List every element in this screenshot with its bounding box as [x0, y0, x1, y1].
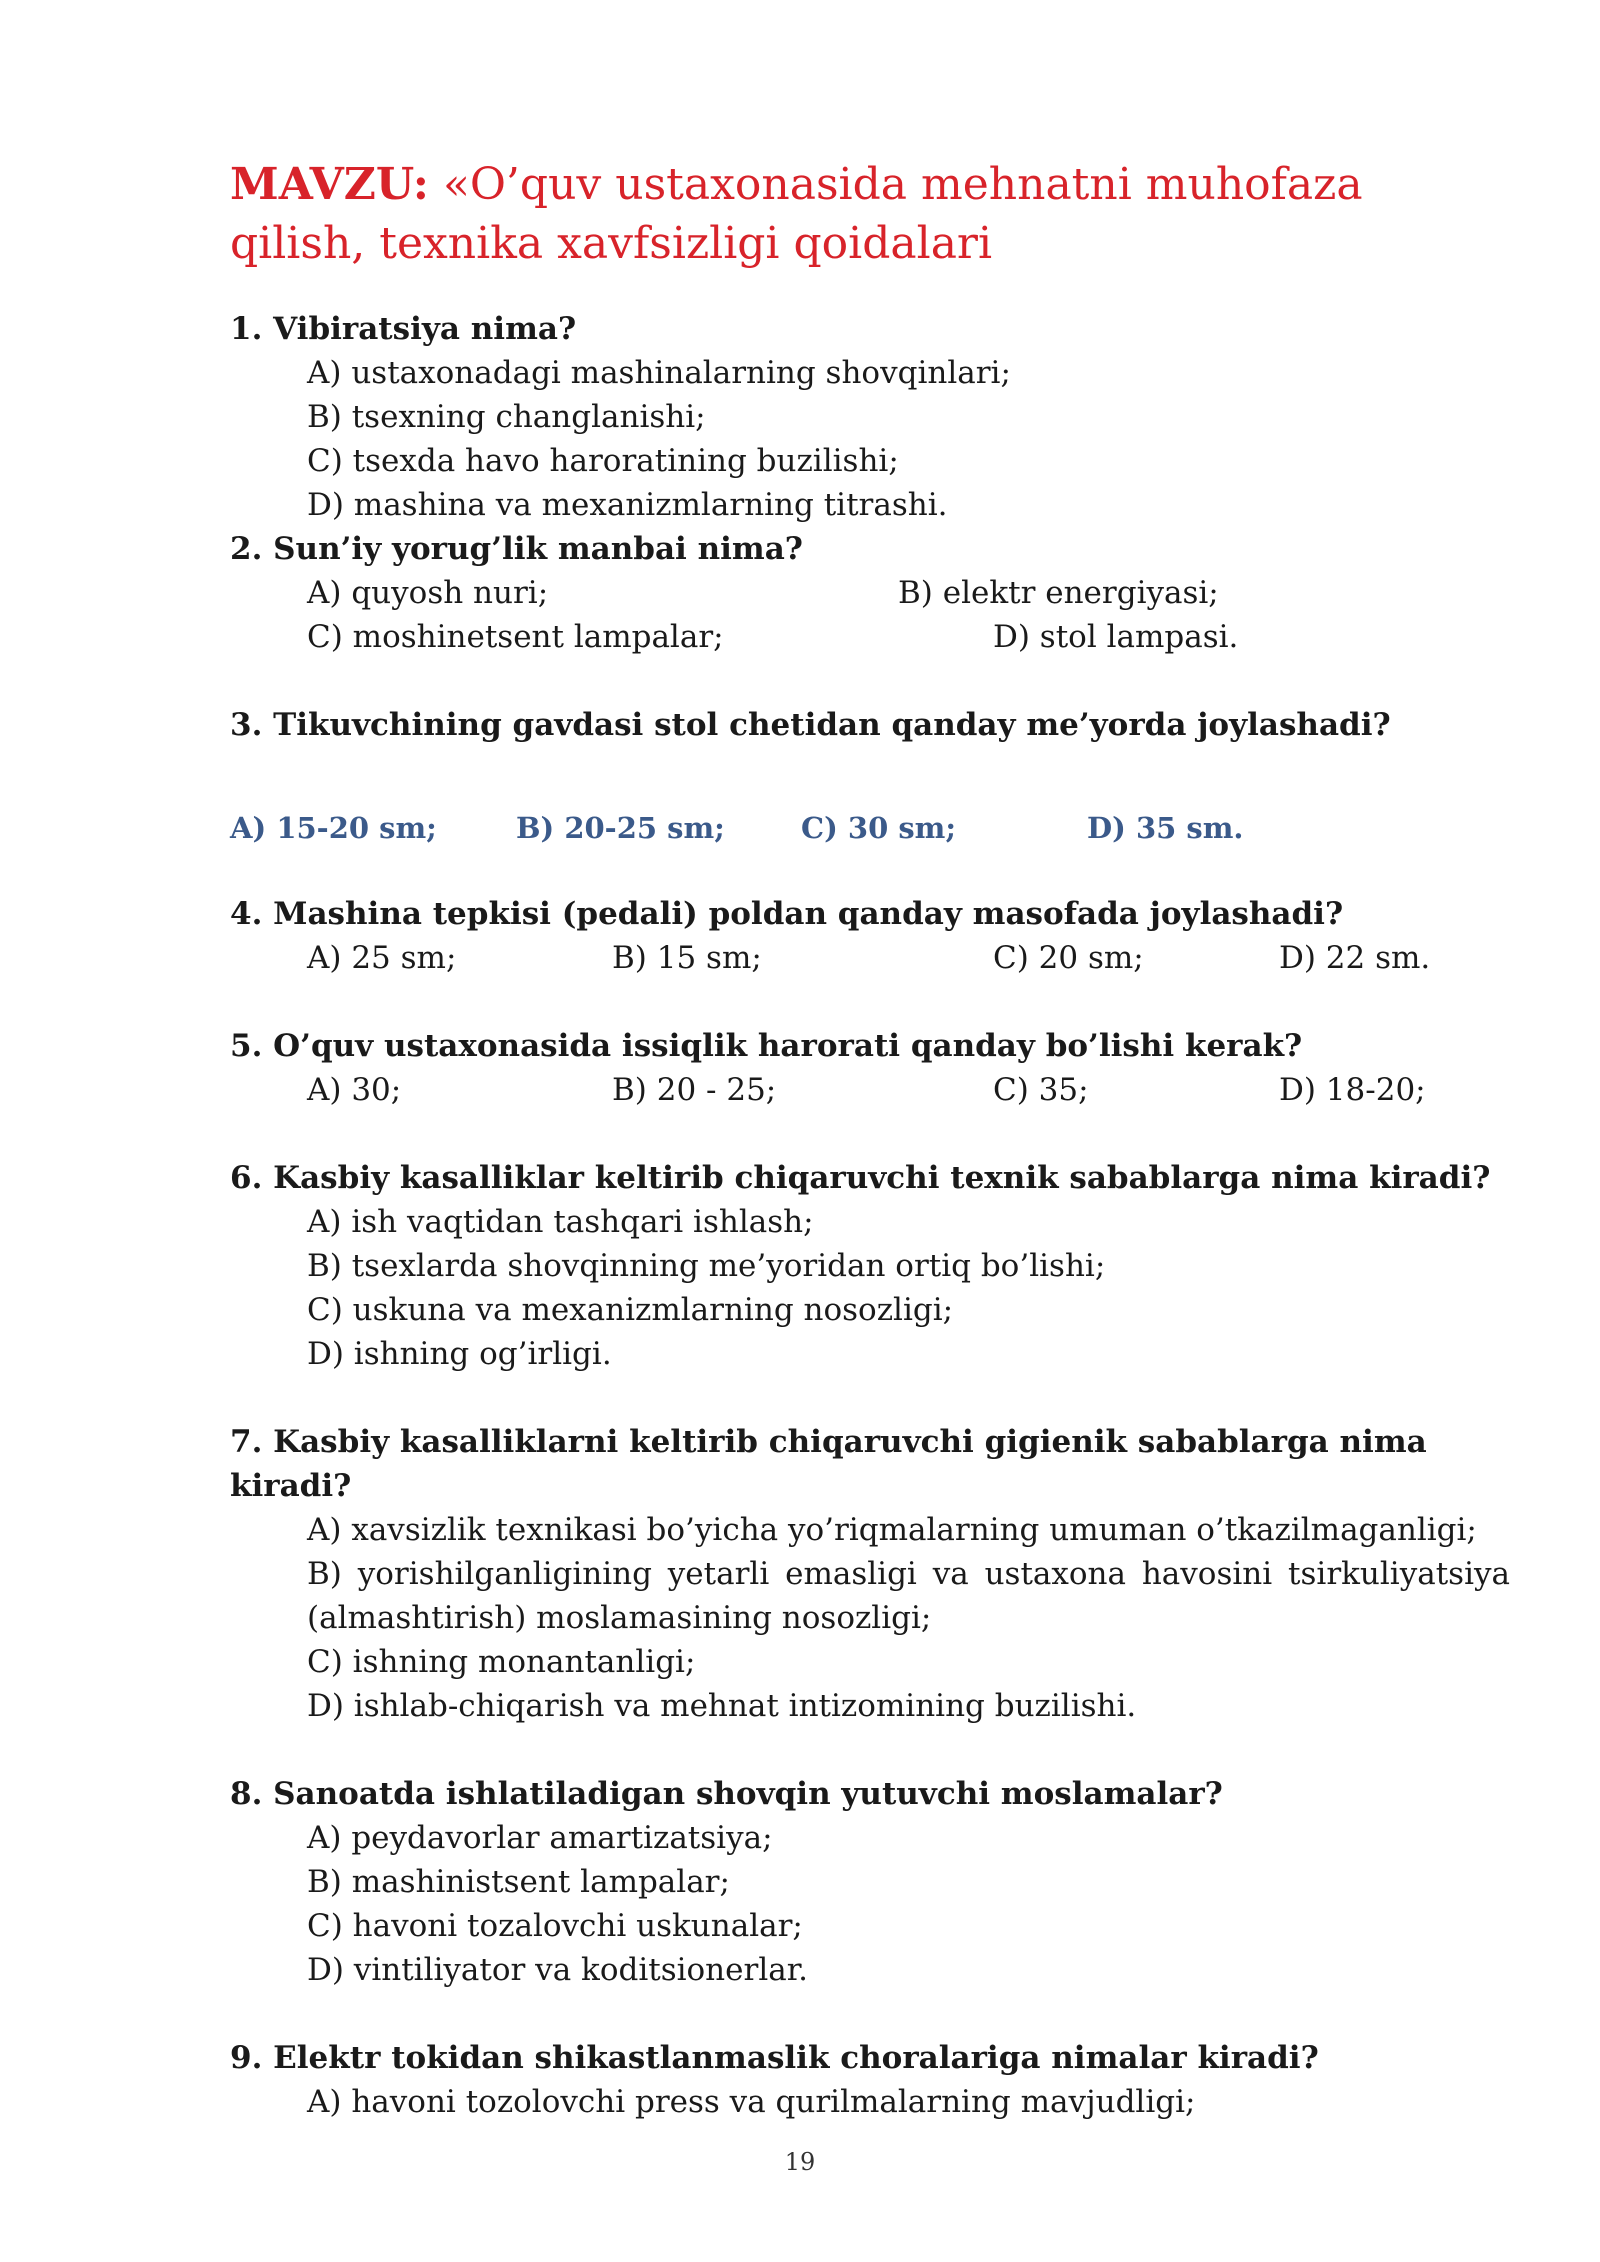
option-a: A) quyosh nuri; — [307, 575, 549, 611]
option-b: B) mashinistsent lampalar; — [307, 1864, 730, 1900]
option-d: D) ishning og’irligi. — [307, 1336, 612, 1372]
option-b: B) 20-25 sm; — [516, 811, 725, 845]
option-a: A) xavsizlik texnikasi bo’yicha yo’riqmalarning umuman o’tkazilmaganligi; — [307, 1512, 1477, 1548]
question-text: 7. Kasbiy kasalliklarni keltirib chiqaruvchi gigienik sabablarga nima kiradi? — [230, 1424, 1427, 1504]
question-2 — [230, 527, 1510, 659]
option-d: D) mashina va mexanizmlarning titrashi. — [307, 487, 948, 523]
title-lead: MAVZU: — [230, 159, 429, 210]
option-a: A) 30; — [307, 1072, 402, 1108]
question-8 — [230, 1772, 1510, 1992]
option-c: C) uskuna va mexanizmlarning nosozligi; — [307, 1292, 954, 1328]
option-a: A) 25 sm; — [307, 940, 457, 976]
title-rest: «O’quv ustaxonasida mehnatni muhofaza qilish, texnika xavfsizligi qoidalari — [230, 159, 1363, 269]
option-c: C) tsexda havo haroratining buzilishi; — [307, 443, 899, 479]
question-text: 1. Vibiratsiya nima? — [230, 311, 577, 347]
option-a: A) havoni tozolovchi press va qurilmalarning mavjudligi; — [307, 2084, 1196, 2120]
option-b: B) 15 sm; — [612, 940, 762, 976]
option-d: D) 35 sm. — [1087, 811, 1244, 845]
question-5 — [230, 1024, 1510, 1112]
option-d: D) 18-20; — [1279, 1072, 1426, 1108]
option-c: C) 20 sm; — [993, 940, 1144, 976]
option-d: D) stol lampasi. — [993, 619, 1239, 655]
question-text: 2. Sun’iy yorug’lik manbai nima? — [230, 531, 803, 567]
question-text: 8. Sanoatda ishlatiladigan shovqin yutuvchi moslamalar? — [230, 1776, 1223, 1812]
question-1 — [230, 307, 1510, 527]
option-b: B) 20 - 25; — [612, 1072, 777, 1108]
option-d: D) 22 sm. — [1279, 940, 1431, 976]
question-7 — [230, 1420, 1510, 1728]
option-b: B) elektr energiyasi; — [898, 575, 1219, 611]
options-row — [230, 1068, 1510, 1112]
document-page — [230, 155, 1510, 2124]
option-a: A) 15-20 sm; — [230, 811, 437, 845]
option-b: B) tsexning changlanishi; — [307, 399, 706, 435]
option-b: B) tsexlarda shovqinning me’yoridan ortiq bo’lishi; — [307, 1248, 1106, 1284]
option-a: A) ish vaqtidan tashqari ishlash; — [307, 1204, 814, 1240]
option-b: B) yorishilganligining yetarli emasligi va ustaxona havosini tsirkuliyatsiya (almashtirish) moslamasining nosozligi; — [307, 1556, 1510, 1636]
option-c: C) 30 sm; — [801, 811, 957, 845]
options-row — [230, 806, 1510, 850]
question-4 — [230, 892, 1510, 980]
page-number: 19 — [784, 2148, 816, 2176]
option-c: C) havoni tozalovchi uskunalar; — [307, 1908, 803, 1944]
option-a: A) peydavorlar amartizatsiya; — [307, 1820, 773, 1856]
option-c: C) ishning monantanligi; — [307, 1644, 696, 1680]
options-row — [230, 936, 1510, 980]
option-c: C) moshinetsent lampalar; — [307, 619, 724, 655]
option-d: D) vintiliyator va koditsionerlar. — [307, 1952, 808, 1988]
option-c: C) 35; — [993, 1072, 1089, 1108]
question-3 — [230, 703, 1510, 850]
options-row — [230, 615, 1510, 659]
page-title — [230, 155, 1490, 273]
question-text: 5. O’quv ustaxonasida issiqlik harorati qanday bo’lishi kerak? — [230, 1028, 1303, 1064]
question-text: 9. Elektr tokidan shikastlanmaslik choralariga nimalar kiradi? — [230, 2040, 1319, 2076]
question-text: 6. Kasbiy kasalliklar keltirib chiqaruvchi texnik sabablarga nima kiradi? — [230, 1160, 1491, 1196]
options-row — [230, 571, 1510, 615]
question-9 — [230, 2036, 1510, 2124]
question-text: 3. Tikuvchining gavdasi stol chetidan qanday me’yorda joylashadi? — [230, 707, 1391, 743]
option-d: D) ishlab-chiqarish va mehnat intizomining buzilishi. — [307, 1688, 1137, 1724]
question-6 — [230, 1156, 1510, 1376]
question-text: 4. Mashina tepkisi (pedali) poldan qanday masofada joylashadi? — [230, 896, 1344, 932]
option-a: A) ustaxonadagi mashinalarning shovqinlari; — [307, 355, 1011, 391]
